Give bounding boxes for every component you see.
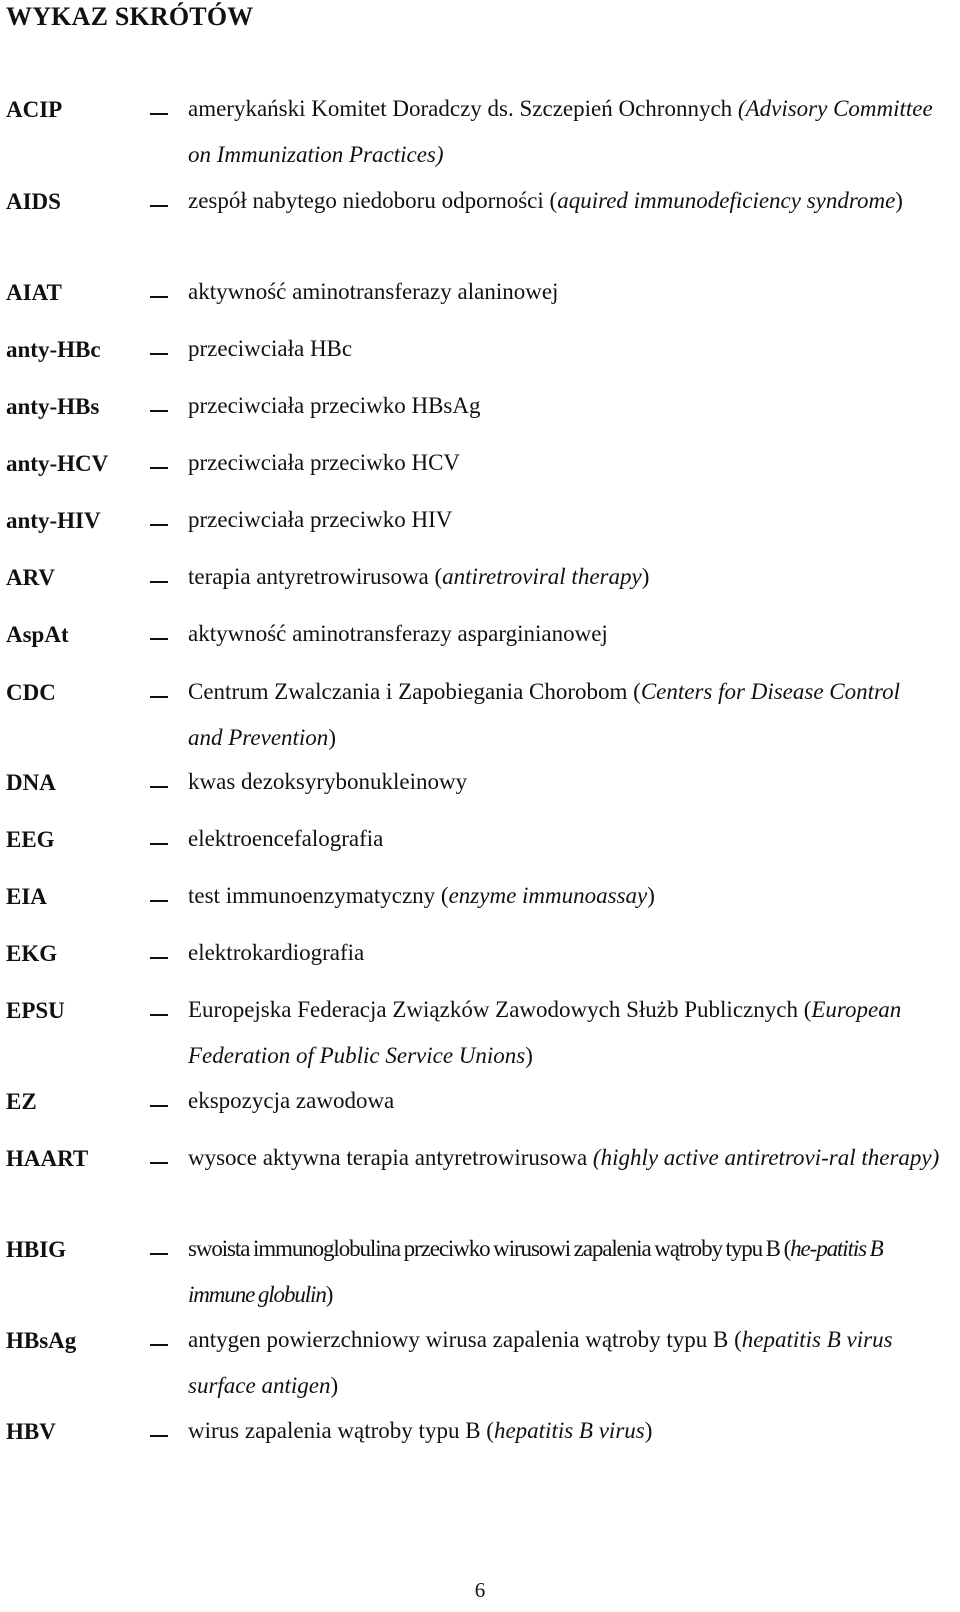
abbreviation-term: AIAT [6,280,62,305]
definition-text: aktywność aminotransferazy alaninowej [188,279,559,304]
abbreviation-term: ARV [6,565,56,590]
definition-text: elektroencefalografia [188,826,384,851]
dash-separator [150,1105,168,1107]
definition-text: wysoce aktywna terapia antyretrowirusowa [188,1145,593,1170]
definition-text: przeciwciała HBc [188,336,353,361]
abbreviation-term: EPSU [6,998,65,1023]
definition-english-text: Centers for Disease Control and Prevention [188,679,901,750]
definition-english-text: he-patitis B immune globulin [188,1236,883,1307]
definition-english-text: European Federation of Public Service Unions [188,997,902,1068]
abbreviation-term: HBV [6,1419,56,1444]
abbreviation-definition [188,1078,940,1124]
abbreviation-definition [188,930,940,976]
definition-text: ) [647,883,655,908]
abbreviation-term: AIDS [6,189,61,214]
definition-text: zespół nabytego niedoboru odporności ( [188,188,558,213]
abbreviation-definition [188,326,940,372]
definition-text: ) [325,1282,333,1307]
definition-text: ) [525,1043,533,1068]
dash-separator [150,1435,168,1437]
definition-english-text: (highly active antiretrovi-ral therapy) [592,1145,940,1170]
abbreviation-term: EZ [6,1089,37,1114]
dash-separator [150,1344,168,1346]
abbreviation-definition [188,383,940,429]
dash-separator [150,353,168,355]
definition-text: ) [895,188,903,213]
abbreviation-definition [188,1135,940,1181]
dash-separator [150,581,168,583]
abbreviation-definition [188,1408,940,1454]
definition-english-text: enzyme immunoassay [448,883,648,908]
dash-separator [150,296,168,298]
definition-text: ) [330,1373,339,1398]
abbreviation-definition [188,497,940,543]
abbreviation-term: DNA [6,770,56,795]
abbreviation-term: ACIP [6,97,63,122]
definition-text: ) [644,1418,653,1443]
definition-text: Europejska Federacja Związków Zawodowych Służb Publicznych ( [188,997,812,1022]
abbreviation-term: EKG [6,941,58,966]
definition-text: Centrum Zwalczania i Zapobiegania Chorobom ( [188,679,641,704]
dash-separator [150,1014,168,1016]
definition-text: ekspozycja zawodowa [188,1088,395,1113]
dash-separator [150,957,168,959]
definition-text: przeciwciała przeciwko HCV [188,450,461,475]
abbreviation-definition [188,86,940,178]
definition-text: aktywność aminotransferazy asparginianowej [188,621,608,646]
abbreviation-definition [188,178,940,224]
dash-separator [150,467,168,469]
definition-text: test immunoenzymatyczny ( [188,883,449,908]
definition-english-text: antiretroviral therapy [442,564,642,589]
abbreviation-definition [188,759,940,805]
abbreviation-term: HBIG [6,1237,67,1262]
page-title: WYKAZ SKRÓTÓW [6,2,254,31]
definition-english-text: (Advisory Committee on Immunization Practices) [188,96,933,167]
dash-separator [150,638,168,640]
definition-text: przeciwciała przeciwko HBsAg [188,393,481,418]
abbreviation-term: AspAt [6,622,69,647]
dash-separator [150,205,168,207]
abbreviation-term: HBsAg [6,1328,77,1353]
definition-english-text: hepatitis B virus [493,1418,645,1443]
definition-text: przeciwciała przeciwko HIV [188,507,453,532]
definition-english-text: hepatitis B virus surface antigen [188,1327,893,1398]
page-number: 6 [474,1578,486,1602]
abbreviation-term: EEG [6,827,55,852]
abbreviation-term: CDC [6,680,56,705]
definition-text: wirus zapalenia wątroby typu B ( [188,1418,494,1443]
abbreviation-definition [188,873,940,919]
dash-separator [150,843,168,845]
abbreviation-term: anty-HIV [6,508,101,533]
dash-separator [150,1162,168,1164]
dash-separator [150,786,168,788]
definition-text: swoista immunoglobulina przeciwko wirusowi zapalenia wątroby typu B ( [188,1236,791,1261]
abbreviation-term: EIA [6,884,47,909]
dash-separator [150,410,168,412]
abbreviation-definition [188,440,940,486]
dash-separator [150,113,168,115]
abbreviation-term: anty-HBs [6,394,100,419]
definition-text: elektrokardiografia [188,940,365,965]
abbreviation-term: anty-HBc [6,337,101,362]
definition-text: kwas dezoksyrybonukleinowy [188,769,468,794]
dash-separator [150,900,168,902]
dash-separator [150,1253,168,1255]
abbreviation-definition [188,1317,940,1409]
abbreviation-term: HAART [6,1146,89,1171]
definition-text: amerykański Komitet Doradczy ds. Szczepień Ochronnych [188,96,738,121]
abbreviation-definition [188,987,940,1079]
definition-text: terapia antyretrowirusowa ( [188,564,443,589]
definition-text: ) [328,725,336,750]
dash-separator [150,524,168,526]
definition-english-text: aquired immunodeficiency syndrome [557,188,896,213]
abbreviation-definition [188,1226,940,1318]
abbreviation-definition [188,554,940,600]
abbreviation-definition [188,816,940,862]
abbreviation-definition [188,611,940,657]
abbreviation-definition [188,669,940,761]
definition-text: antygen powierzchniowy wirusa zapalenia wątroby typu B ( [188,1327,742,1352]
dash-separator [150,696,168,698]
abbreviation-term: anty-HCV [6,451,109,476]
definition-text: ) [641,564,650,589]
abbreviation-definition [188,269,940,315]
